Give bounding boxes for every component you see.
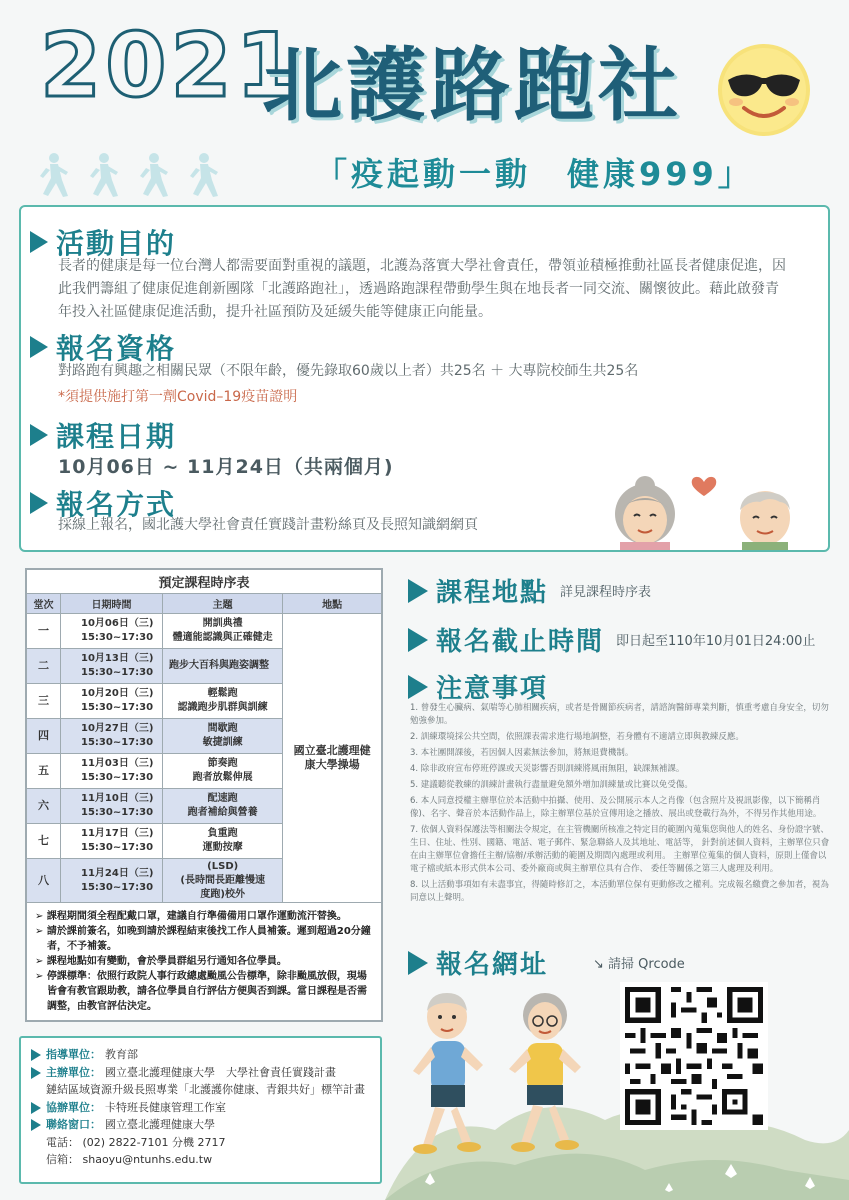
method-text: 採線上報名，國北護大學社會責任實踐計畫粉絲頁及長照知識網網頁 [58, 517, 478, 533]
col-datetime: 日期時間 [61, 594, 163, 614]
table-row: 六 11月10日（三) 15:30~17:30 配速跑 跑者補給與營養 [27, 789, 382, 824]
purpose-text: 長者的健康是每一位台灣人都需要面對重視的議題，北護為落實大學社會責任，帶領並積極推動社區長者健康促進，因 此我們籌組了健康促進創新團隊「北護路跑社」，透過路跑課程帶動學生與在地長者一同交流、關懷彼此。藉此啟發青 年投入社區健康促進活動，提升社區預防及延緩失能等健康正向能量。 [58, 258, 786, 320]
section-purpose-heading: 活動目的 [30, 222, 176, 262]
triangle-bullet-icon [31, 1102, 41, 1114]
triangle-bullet-icon [408, 628, 428, 652]
section-dates-heading: 課程日期 [30, 415, 176, 455]
page-subtitle: 「疫起動一動 健康999」 [315, 155, 754, 193]
list-item: 7. 依個人資料保護法等相關法令規定，在主管機關所核准之特定目的範圍內蒐集您與他人的姓名、身份證字號、生日、住址、性別、國籍、電話、電子郵件、緊急聯絡人及其地址、電話等， 針對前述個人資料，主辦單位只會在由主辦單位會擔任主辦/協辦/承辦活動的範圍及期間內處理或利用。 主辦單位蒐集的個人資料，原則上僅會以電子檔或紙本形式供本公司、委外廠商或與主辦單位具有合作、 委任等關係之第三人處理及利用。 [410, 825, 830, 874]
list-item: 4. 除非政府宣布停班停課或天災影響否則訓練將風雨無阻，缺課無補課。 [410, 764, 685, 774]
runners-silhouette-icon [38, 150, 238, 202]
triangle-bullet-icon [31, 1119, 41, 1131]
triangle-bullet-icon [408, 579, 428, 603]
triangle-bullet-icon [408, 675, 428, 699]
host-row: 主辦單位： 國立臺北護理健康大學 大學社會責任實踐計畫 [31, 1064, 372, 1082]
list-item: 5. 建議聽從教練的訓練計畫執行盡量避免額外增加訓練量或比賽以免受傷。 [410, 780, 693, 790]
host-project: 鏈結區域資源升級長照專業「北護護你健康、青銀共好」標竿計畫 [46, 1083, 365, 1096]
year-title: 2021 [40, 14, 301, 117]
jogging-elders-illustration [395, 985, 615, 1175]
co-organizer-row: 協辦單位： 卡特班長健康管理工作室 [31, 1099, 372, 1117]
section-eligibility-heading: 報名資格 [30, 327, 176, 367]
triangle-bullet-icon [408, 951, 428, 975]
contact-phone: 電話： (02) 2822-7101 分機 2717 [46, 1135, 226, 1149]
contact-email[interactable]: 信箱： shaoyu@ntunhs.edu.tw [46, 1153, 213, 1166]
table-row: 三 10月20日（三) 15:30~17:30 輕鬆跑 認識跑步肌群與訓練 [27, 684, 382, 719]
advisor-row: 指導單位： 教育部 [31, 1046, 372, 1064]
triangle-bullet-icon [31, 1067, 41, 1079]
qrcode-image[interactable] [620, 982, 768, 1130]
location-cell: 國立臺北護理健康大學操場 [283, 614, 382, 903]
col-topic: 主題 [163, 594, 283, 614]
scan-qrcode-hint: ↘ 請掃 Qrcode [593, 957, 685, 972]
elderly-couple-icon [600, 468, 810, 550]
table-row: 一 10月06日（三) 15:30~17:30 開訓典禮 體適能認識與正確健走 國立臺北護理健康大學操場 [27, 614, 382, 649]
triangle-bullet-icon [30, 424, 48, 446]
eligibility-text: 對路跑有興趣之相關民眾（不限年齡，優先錄取60歲以上者）共25名 ＋ 大專院校師生共25名 [58, 363, 639, 379]
list-item: 3. 本社團開課後，若因個人因素無法參加，將無退費機制。 [410, 748, 634, 758]
list-item: 6. 本人同意授權主辦單位於本活動中拍攝、使用、及公開展示本人之肖像（包含照片及視訊影像，以下簡稱肖像)、名字、聲音於本活動作品上，除主辦單位基於宣傳用途之播放、展出或登載行為外，不得另作其他用途。 [410, 796, 822, 819]
deadline-heading: 報名截止時間 即日起至110年10月01日24:00止 [408, 621, 815, 658]
table-row: 二 10月13日（三) 15:30~17:30 跑步大百科與跑姿調整 [27, 649, 382, 684]
registration-heading: 報名網址 [408, 944, 560, 981]
heart-icon [692, 477, 717, 496]
triangle-bullet-icon [30, 336, 48, 358]
section-method-heading: 報名方式 [30, 483, 176, 523]
col-session: 堂次 [27, 594, 61, 614]
course-dates: 10月06日 ~ 11月24日（共兩個月) [58, 456, 394, 478]
location-heading: 課程地點 詳見課程時序表 [408, 572, 651, 609]
schedule-caption: 預定課程時序表 [27, 570, 382, 594]
triangle-bullet-icon [30, 492, 48, 514]
table-row: 四 10月27日（三) 15:30~17:30 間歇跑 敏捷訓練 [27, 719, 382, 754]
table-row: 五 11月03日（三) 15:30~17:30 節奏跑 跑者放鬆伸展 [27, 754, 382, 789]
list-item: 2. 訓練環境採公共空間，依照課表需求進行場地調整，若身體有不適請立即與教練反應。 [410, 732, 744, 742]
table-row: 七 11月17日（三) 15:30~17:30 負重跑 運動按摩 [27, 824, 382, 859]
page-title: 北護路跑社 [262, 39, 682, 132]
schedule-table [25, 568, 383, 1022]
vaccine-note: *須提供施打第一劑Covid–19疫苗證明 [58, 389, 298, 405]
rules-list [410, 702, 830, 908]
triangle-bullet-icon [30, 231, 48, 253]
organizers-box [19, 1036, 382, 1184]
sun-sunglasses-icon [714, 40, 814, 140]
contact-row: 聯絡窗口： 國立臺北護理健康大學 [31, 1116, 372, 1134]
rules-heading: 注意事項 [408, 668, 560, 705]
list-item: 8. 以上活動事項如有未盡事宜，得隨時修訂之，本活動單位保有更動修改之權利。完成報名繳費之參加者，視為同意以上聲明。 [410, 880, 829, 903]
col-location: 地點 [283, 594, 382, 614]
triangle-bullet-icon [31, 1049, 41, 1061]
list-item: 1. 曾發生心臟病、氣喘等心肺相關疾病，或者是骨關節疾病者，請諮詢醫師專業判斷，慎重考慮自身安全，切勿勉強參加。 [410, 703, 829, 726]
table-row: 八 11月24日（三) 15:30~17:30 (LSD) (長時間長距離慢速度跑)校外 [27, 859, 382, 903]
schedule-notes: ➢ 課程期間須全程配戴口罩，建議自行準備備用口罩作運動流汗替換。 ➢ 請於課前簽名，如晚到請於課程結束後找工作人員補簽。遲到超過20分鐘者，不予補簽。 ➢ 課程地點如有變動，會於學員群組另行通知各位學員。 ➢ 停課標準：依照行政院人事行政總處颱風公告標準，除非颱風放假，現場皆會有教官跟助教，請各位學員自行評估方便與否到課。當日課程是否需調整，由教官評估決定。 [27, 903, 382, 1021]
